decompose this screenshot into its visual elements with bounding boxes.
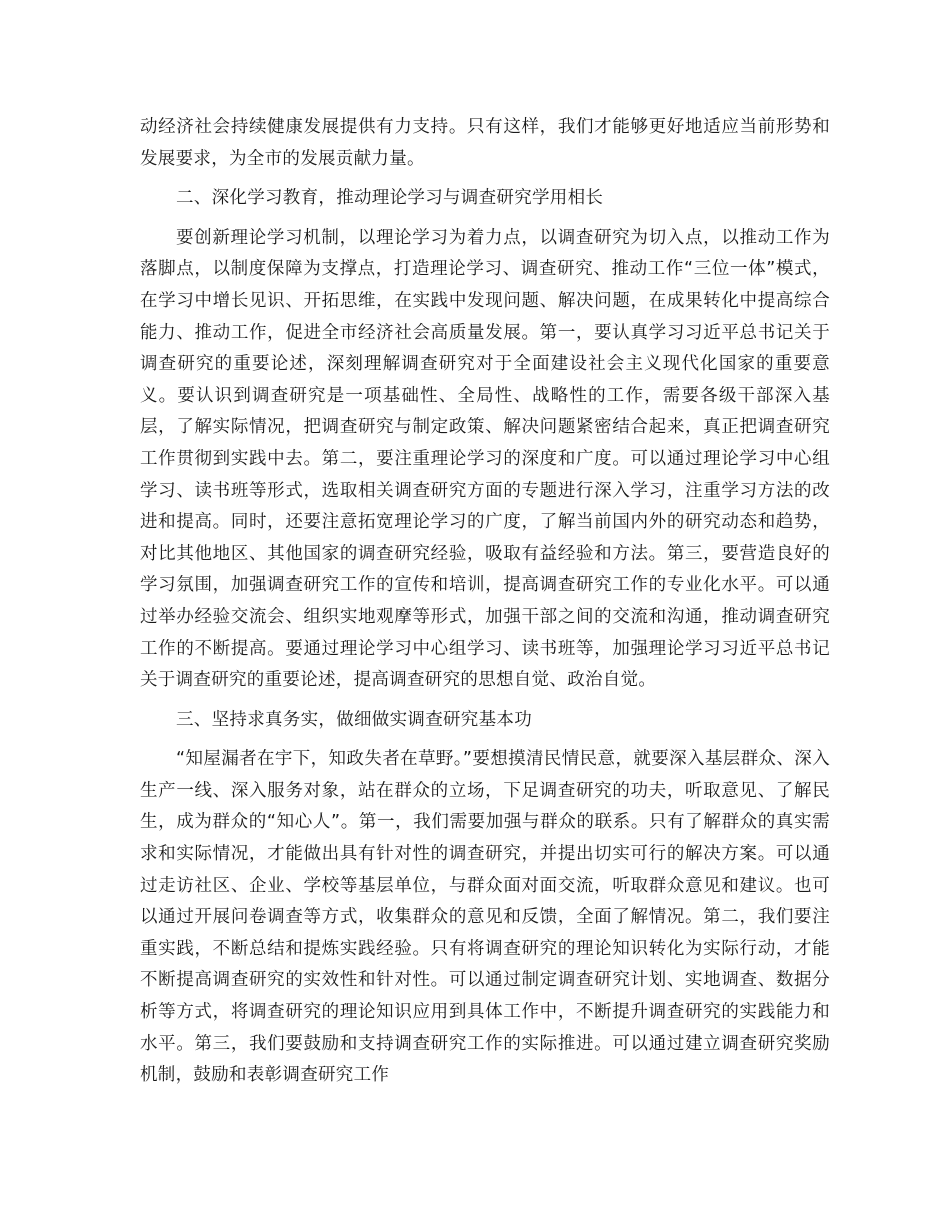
section-heading-2: 二、深化学习教育，推动理论学习与调查研究学用相长: [176, 188, 604, 209]
document-body: [140, 112, 830, 1092]
body-paragraph: “知屋漏者在宇下，知政失者在草野。”要想摸清民情民意，就要深入基层群众、深入生产一线、深入服务对象，站在群众的立场，下足调查研究的功夫，听取意见、了解民生，成为群众的“知心人”。第一，我们需要加强与群众的联系。只有了解群众的真实需求和实际情况，才能做出具有针对性的调查研究，并提出切实可行的解决方案。可以通过走访社区、企业、学校等基层单位，与群众面对面交流，听取群众意见和建议。也可以通过开展问卷调查等方式，收集群众的意见和反馈，全面了解情况。第二，我们要注重实践，不断总结和提炼实践经验。只有将调查研究的理论知识转化为实际行动，才能不断提高调查研究的实效性和针对性。可以通过制定调查研究计划、实地调查、数据分析等方式，将调查研究的理论知识应用到具体工作中，不断提升调查研究的实践能力和水平。第三，我们要鼓励和支持调查研究工作的实际推进。可以通过建立调查研究奖励机制，鼓励和表彰调查研究工作: [140, 749, 830, 1086]
continuation-paragraph: 动经济社会持续健康发展提供有力支持。只有这样，我们才能够更好地适应当前形势和发展要求，为全市的发展贡献力量。: [140, 117, 830, 169]
section-heading-3: 三、坚持求真务实，做细做实调查研究基本功: [176, 709, 532, 730]
body-paragraph: 要创新理论学习机制，以理论学习为着力点，以调查研究为切入点，以推动工作为落脚点，以制度保障为支撑点，打造理论学习、调查研究、推动工作“三位一体”模式，在学习中增长见识、开拓思维，在实践中发现问题、解决问题，在成果转化中提高综合能力、推动工作，促进全市经济社会高质量发展。第一，要认真学习习近平总书记关于调查研究的重要论述，深刻理解调查研究对于全面建设社会主义现代化国家的重要意义。要认识到调查研究是一项基础性、全局性、战略性的工作，需要各级干部深入基层，了解实际情况，把调查研究与制定政策、解决问题紧密结合起来，真正把调查研究工作贯彻到实践中去。第二，要注重理论学习的深度和广度。可以通过理论学习中心组学习、读书班等形式，选取相关调查研究方面的专题进行深入学习，注重学习方法的改进和提高。同时，还要注意拓宽理论学习的广度，了解当前国内外的研究动态和趋势，对比其他地区、其他国家的调查研究经验，吸取有益经验和方法。第三，要营造良好的学习氛围，加强调查研究工作的宣传和培训，提高调查研究工作的专业化水平。可以通过举办经验交流会、组织实地观摩等形式，加强干部之间的交流和沟通，推动调查研究工作的不断提高。要通过理论学习中心组学习、读书班等，加强理论学习习近平总书记关于调查研究的重要论述，提高调查研究的思想自觉、政治自觉。: [140, 227, 830, 691]
